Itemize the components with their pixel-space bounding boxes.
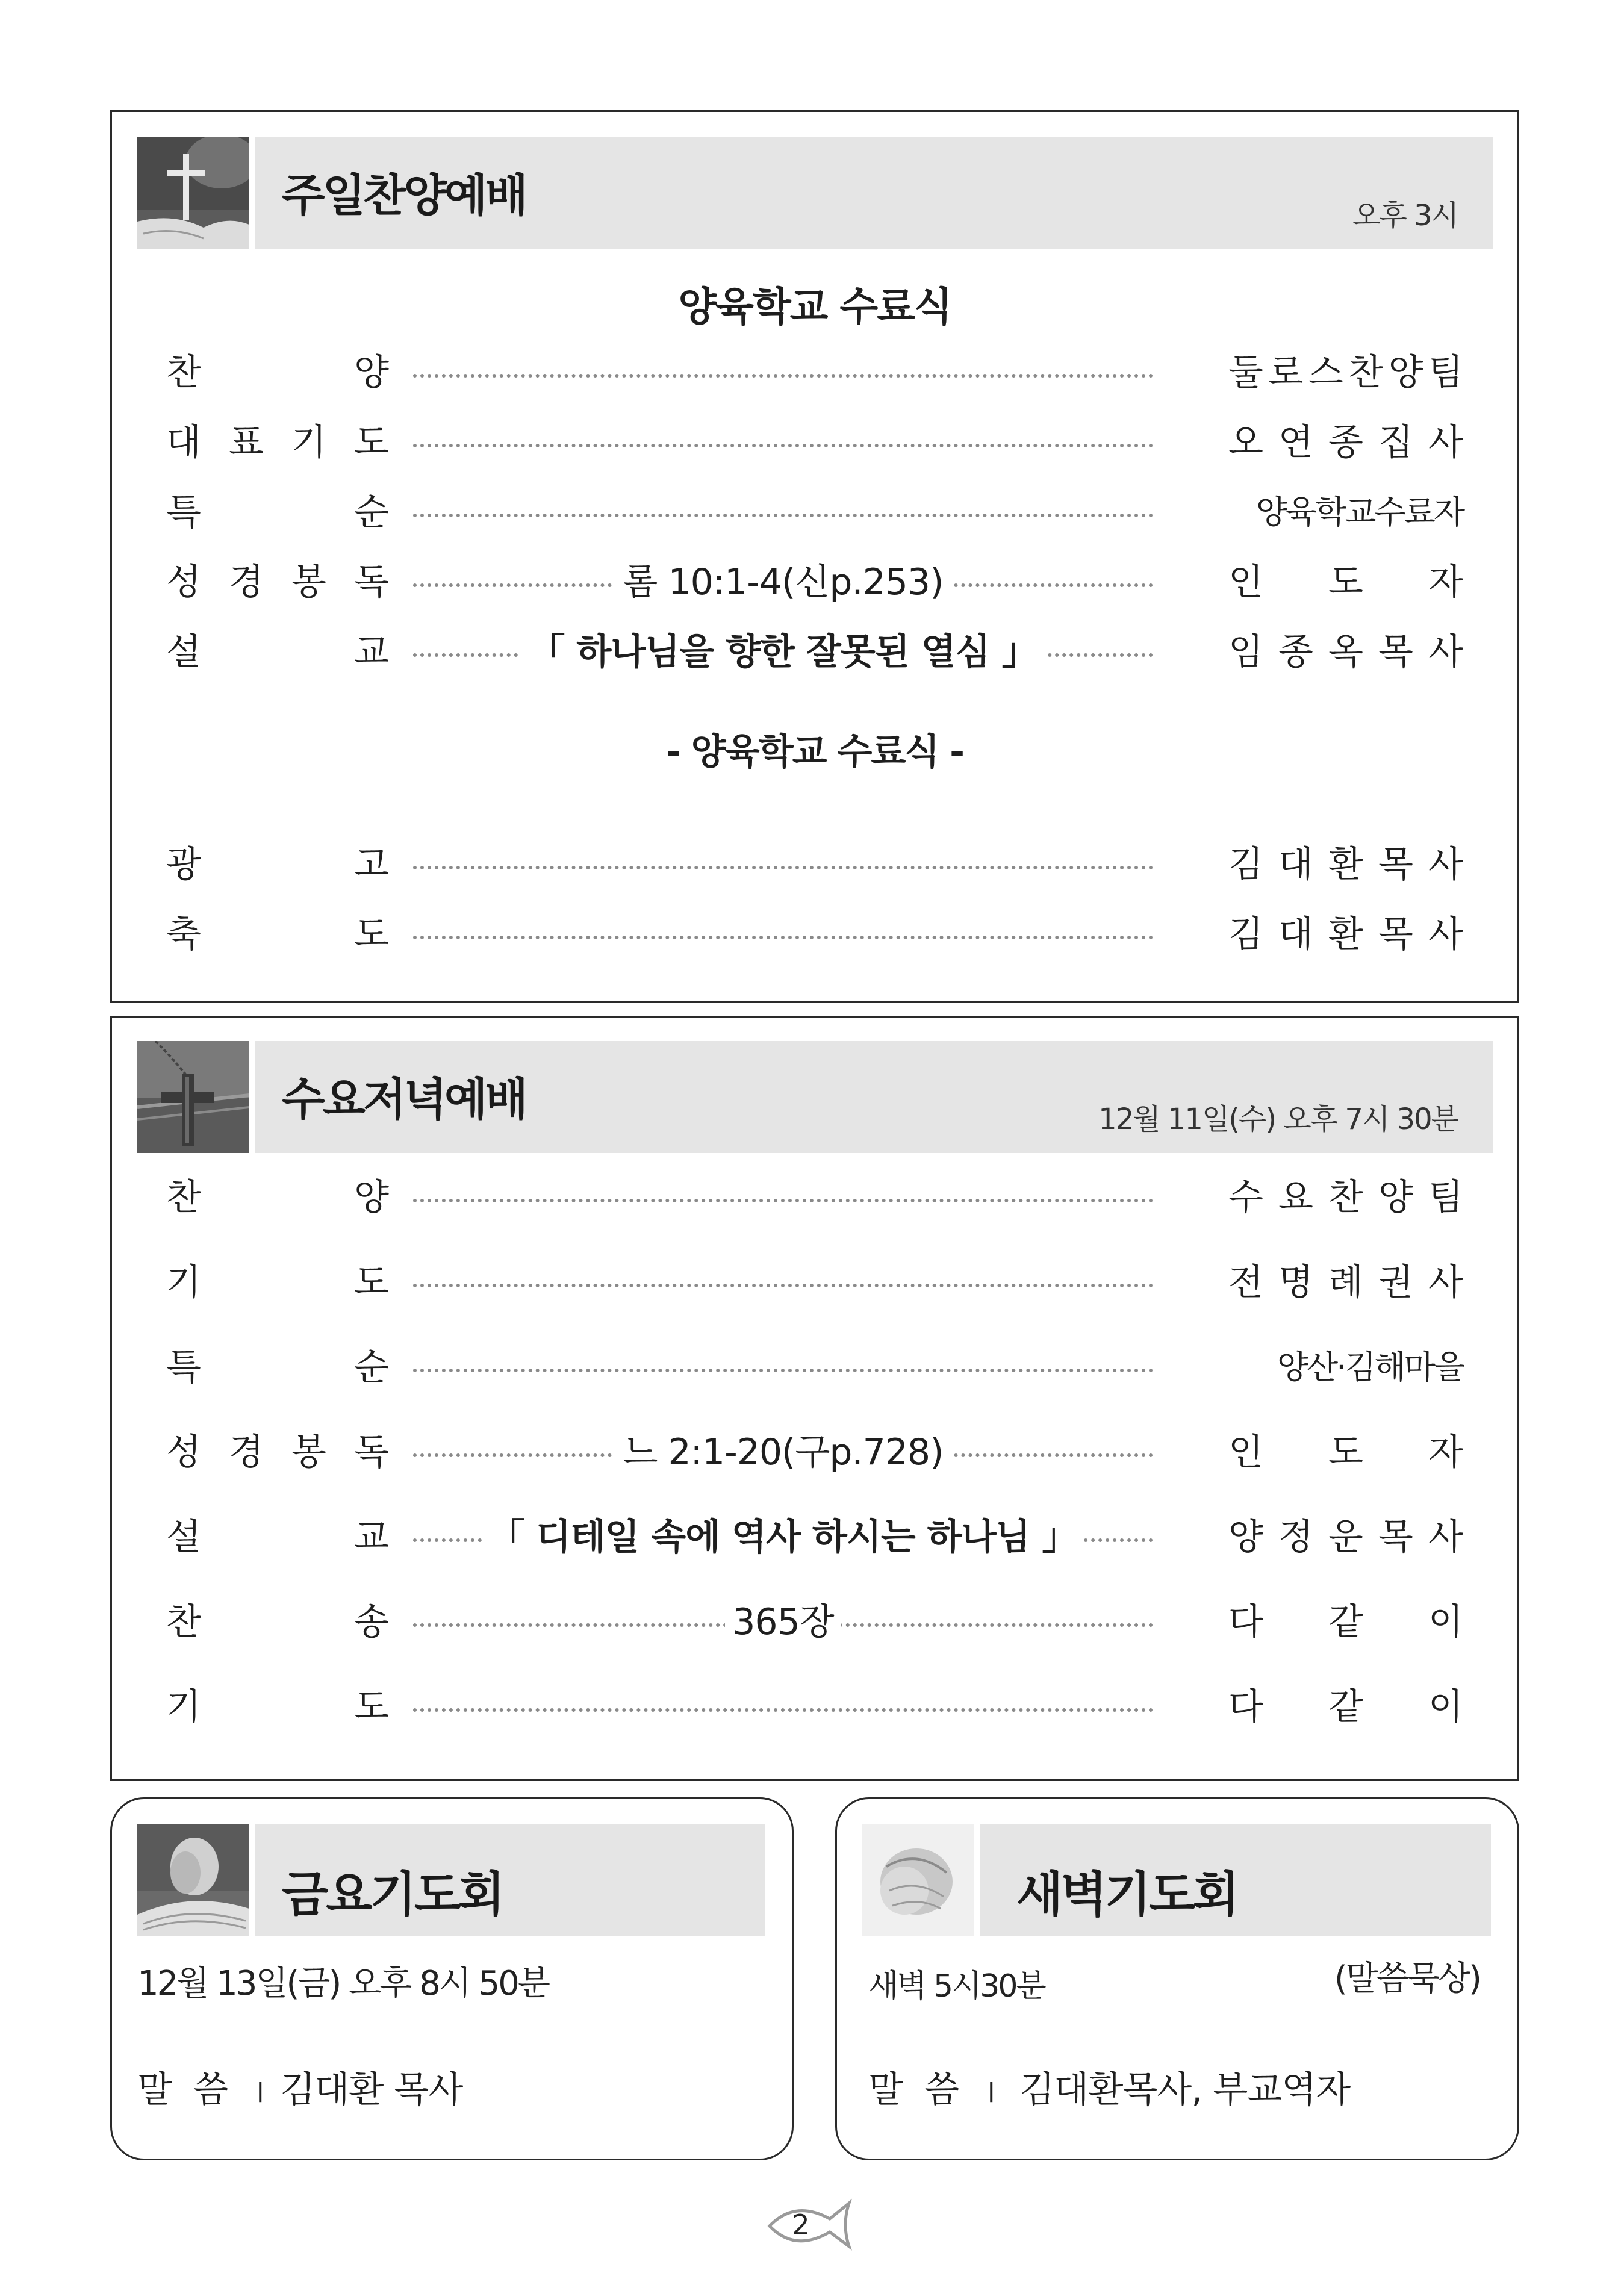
order-person-char: 팀 [1428, 1177, 1463, 1219]
order-person [1228, 412, 1463, 467]
order-person [1228, 1252, 1463, 1307]
order-person-char: 김 [1228, 913, 1263, 956]
order-person-char: 양 [1378, 1177, 1413, 1219]
dawn-preach-label: 말 씀 [868, 2069, 959, 2111]
dotted-leader [413, 866, 1153, 869]
order-person-char: 도 [1328, 1431, 1363, 1473]
order-person-char: 임 [1228, 631, 1263, 673]
order-person-char: 다 [1228, 1686, 1263, 1728]
dawn-time: 새벽 5시30분 [868, 1968, 1045, 2004]
order-label [166, 835, 389, 889]
order-row [166, 622, 1463, 676]
order-person-char: 사 [1428, 844, 1463, 886]
order-row [166, 552, 1463, 606]
order-row [166, 904, 1463, 959]
order-label-char: 도 [354, 1261, 389, 1304]
order-label [166, 1422, 389, 1476]
order-person-char: 이 [1428, 1686, 1463, 1728]
order-label [166, 552, 389, 606]
dawn-preacher-line [868, 2061, 1350, 2113]
wednesday-title: 수요저녁예배 [282, 1074, 526, 1125]
order-label-char: 광 [166, 844, 201, 886]
dawn-note: (말씀묵상) [1334, 1959, 1480, 1998]
order-row [166, 1677, 1463, 1731]
order-person-char: 같 [1328, 1686, 1363, 1728]
fish-icon [765, 2195, 855, 2255]
page-number: 2 [792, 2209, 810, 2241]
order-person-char: 양 [1388, 352, 1423, 394]
order-person [1228, 1167, 1463, 1222]
order-person-char: 둘 [1228, 352, 1263, 394]
order-person-char: 찬 [1328, 1177, 1363, 1219]
order-label-char: 경 [229, 561, 264, 603]
order-row [166, 343, 1463, 397]
order-label-char: 기 [166, 1261, 201, 1304]
order-person-char: 로 [1268, 352, 1304, 394]
order-label-char: 경 [229, 1431, 264, 1473]
order-row [166, 1507, 1463, 1561]
order-label-char: 도 [354, 1686, 389, 1728]
order-person-char: 자 [1428, 1431, 1463, 1473]
sunday-service-section [110, 110, 1519, 1003]
order-person-char: 종 [1278, 631, 1313, 673]
friday-preach-label: 말 씀 [137, 2069, 228, 2111]
order-person-char: 찬 [1348, 352, 1384, 394]
praying-hands-icon [862, 1824, 974, 1936]
dotted-leader [413, 1369, 1153, 1372]
order-person [1228, 552, 1463, 606]
order-person-char: 스 [1308, 352, 1343, 394]
order-person-char: 목 [1378, 844, 1413, 886]
order-label [166, 1677, 389, 1731]
sunday-subtitle: 양육학교 수료식 [678, 284, 951, 330]
rosary-cross-photo-icon [137, 1041, 249, 1153]
dawn-preacher: 김대환목사, 부교역자 [1019, 2069, 1351, 2111]
order-label-char: 표 [229, 421, 264, 464]
order-content [413, 1422, 1153, 1476]
order-label-char: 찬 [166, 352, 201, 394]
order-label-char: 순 [354, 491, 389, 533]
order-label-char: 독 [354, 1431, 389, 1473]
order-person [1228, 1507, 1463, 1561]
order-person [1228, 1677, 1463, 1731]
order-label-char: 도 [354, 913, 389, 956]
dotted-leader [413, 1284, 1153, 1287]
wednesday-header [255, 1041, 1493, 1153]
wednesday-time: 12월 11일(수) 오후 7시 30분 [1098, 1102, 1458, 1136]
order-label-char: 특 [166, 1346, 201, 1388]
order-person-char: 명 [1278, 1261, 1313, 1304]
dotted-leader [413, 444, 1153, 447]
friday-preacher: 김대환 목사 [280, 2069, 463, 2111]
friday-header [255, 1824, 765, 1936]
order-label-char: 교 [354, 1516, 389, 1558]
order-person-char: 사 [1428, 913, 1463, 956]
order-label-char: 고 [354, 844, 389, 886]
dotted-leader [413, 1708, 1153, 1712]
order-label [166, 1252, 389, 1307]
order-label-char: 교 [354, 631, 389, 673]
order-label [166, 1592, 389, 1646]
order-label-char: 기 [291, 421, 326, 464]
order-person [1228, 904, 1463, 959]
order-label-char: 도 [354, 421, 389, 464]
order-row [166, 1592, 1463, 1646]
friday-prayer-section [110, 1797, 794, 2160]
order-content [413, 1592, 1153, 1646]
order-person-char: 목 [1378, 913, 1413, 956]
order-label [166, 1507, 389, 1561]
order-person-char: 양 [1228, 1516, 1263, 1558]
dotted-leader [413, 936, 1153, 939]
order-text: 「 디테일 속에 역사 하시는 하나님 」 [482, 1508, 1085, 1560]
order-person-char: 인 [1228, 1431, 1263, 1473]
cross-photo-icon [137, 137, 249, 249]
dawn-title: 새벽기도회 [1016, 1867, 1237, 1923]
order-person-char: 환 [1328, 913, 1363, 956]
order-label-char: 대 [166, 421, 201, 464]
order-content [413, 622, 1153, 676]
order-person-char: 운 [1328, 1516, 1363, 1558]
order-label [166, 1167, 389, 1222]
order-row [166, 412, 1463, 467]
order-label-char: 순 [354, 1346, 389, 1388]
ceremony-title: - 양육학교 수료식 - [665, 731, 964, 773]
sunday-time: 오후 3시 [1352, 199, 1458, 232]
order-row [166, 1422, 1463, 1476]
order-person-char: 사 [1428, 1516, 1463, 1558]
friday-separator: l [257, 2078, 264, 2109]
order-person-char: 자 [1428, 561, 1463, 603]
order-label-char: 축 [166, 913, 201, 956]
order-row [166, 1167, 1463, 1222]
order-content [413, 552, 1153, 606]
order-person-char: 같 [1328, 1601, 1363, 1643]
order-person-char: 대 [1278, 913, 1313, 956]
praying-hands-bible-icon [137, 1824, 249, 1936]
order-person-char: 인 [1228, 561, 1263, 603]
order-text: 느 2:1-20(구p.728) [615, 1423, 950, 1475]
order-label [166, 343, 389, 397]
dawn-prayer-section [835, 1797, 1519, 2160]
order-person-char: 환 [1328, 844, 1363, 886]
order-person [1228, 1422, 1463, 1476]
order-label-char: 양 [354, 1177, 389, 1219]
order-person-char: 연 [1278, 421, 1313, 464]
order-person-char: 팀 [1428, 352, 1463, 394]
sunday-title: 주일찬양예배 [282, 170, 526, 222]
order-person-char: 목 [1378, 631, 1413, 673]
dawn-separator: l [988, 2078, 995, 2109]
order-person-char: 다 [1228, 1601, 1263, 1643]
order-person-char: 사 [1428, 1261, 1463, 1304]
order-text: 「 하나님을 향한 잘못된 열심 」 [521, 623, 1044, 675]
order-label-char: 설 [166, 631, 201, 673]
order-person: 양육학교수료자 [1255, 493, 1463, 531]
dawn-header [980, 1824, 1491, 1936]
order-person-char: 사 [1428, 421, 1463, 464]
sunday-header [255, 137, 1493, 249]
order-person-char: 목 [1378, 1516, 1413, 1558]
order-person-char: 수 [1228, 1177, 1263, 1219]
order-person-char: 례 [1328, 1261, 1363, 1304]
order-person-char: 도 [1328, 561, 1363, 603]
order-label-char: 봉 [291, 561, 326, 603]
order-row [166, 482, 1463, 536]
order-text: 365장 [725, 1593, 841, 1645]
order-label-char: 특 [166, 491, 201, 533]
order-label-char: 성 [166, 1431, 201, 1473]
order-label-char: 성 [166, 561, 201, 603]
order-row [166, 835, 1463, 889]
order-person-char: 사 [1428, 631, 1463, 673]
order-person-char: 오 [1228, 421, 1263, 464]
order-content [413, 1507, 1153, 1561]
order-person [1228, 343, 1463, 397]
dotted-leader [413, 514, 1153, 517]
order-person-char: 권 [1378, 1261, 1413, 1304]
wednesday-service-section [110, 1016, 1519, 1781]
order-label-char: 봉 [291, 1431, 326, 1473]
order-label [166, 1337, 389, 1391]
order-person-char: 정 [1278, 1516, 1313, 1558]
order-person [1228, 622, 1463, 676]
order-label-char: 찬 [166, 1177, 201, 1219]
order-label [166, 482, 389, 536]
friday-preacher-line [137, 2061, 462, 2113]
order-person-char: 이 [1428, 1601, 1463, 1643]
order-person-char: 전 [1228, 1261, 1263, 1304]
order-row [166, 1337, 1463, 1391]
order-label-char: 송 [354, 1601, 389, 1643]
order-label-char: 양 [354, 352, 389, 394]
order-label-char: 독 [354, 561, 389, 603]
dotted-leader [413, 1199, 1153, 1202]
order-person-char: 요 [1278, 1177, 1313, 1219]
order-person-char: 종 [1328, 421, 1363, 464]
order-label-char: 기 [166, 1686, 201, 1728]
order-label-char: 설 [166, 1516, 201, 1558]
friday-time: 12월 13일(금) 오후 8시 50분 [137, 1964, 549, 2003]
order-row [166, 1252, 1463, 1307]
page-number-badge [765, 2195, 855, 2255]
order-person [1228, 1592, 1463, 1646]
order-label [166, 412, 389, 467]
order-label-char: 찬 [166, 1601, 201, 1643]
dotted-leader [413, 374, 1153, 378]
order-person-char: 김 [1228, 844, 1263, 886]
order-person-char: 대 [1278, 844, 1313, 886]
order-label [166, 622, 389, 676]
order-person: 양산·김해마을 [1277, 1348, 1463, 1386]
order-person [1228, 835, 1463, 889]
order-person-char: 집 [1378, 421, 1413, 464]
order-label [166, 904, 389, 959]
order-person-char: 옥 [1328, 631, 1363, 673]
order-text: 롬 10:1-4(신p.253) [615, 553, 950, 605]
friday-title: 금요기도회 [282, 1867, 503, 1923]
